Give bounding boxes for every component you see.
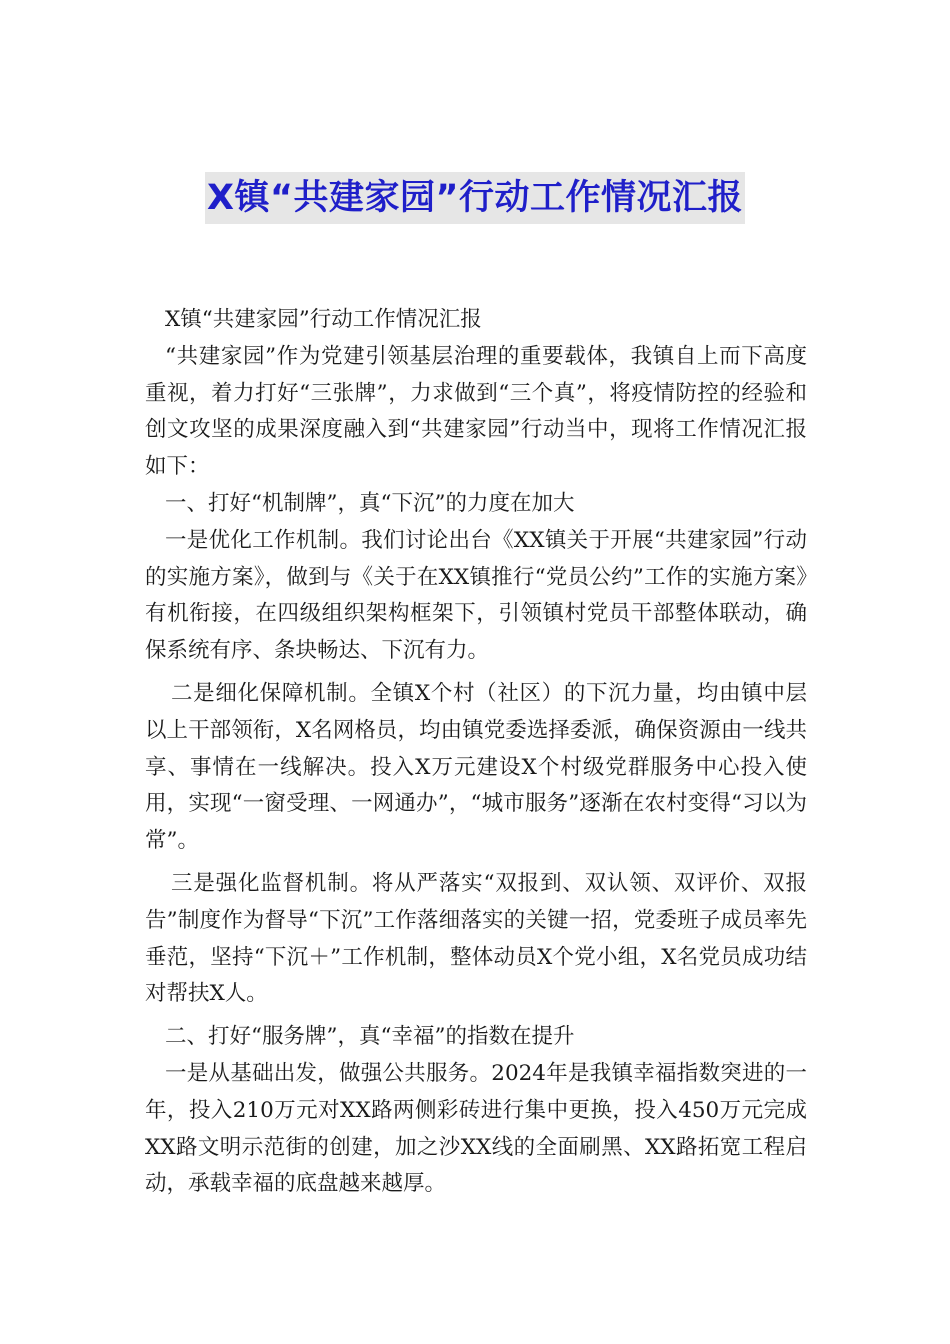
paragraph-subtitle: X镇“共建家园”行动工作情况汇报 — [165, 307, 482, 332]
paragraph-1-3: 三是强化监督机制。将从严落实“双报到、双认领、双评价、双报告”制度作为督导“下沉”工作落细落实的关键一招，党委班子成员率先垂范，坚持“下沉＋”工作机制，整体动员X个党小组，X名党员成功结对帮扶X人。 — [145, 870, 807, 1007]
section-heading-2: 二、打好“服务牌”，真“幸福”的指数在提升 — [165, 1024, 575, 1050]
title-wrap — [0, 172, 950, 224]
section-heading-1: 一、打好“机制牌”，真“下沉”的力度在加大 — [165, 490, 575, 516]
paragraph-2-1: 一是从基础出发，做强公共服务。2024年是我镇幸福指数突进的一年，投入210万元对XX路两侧彩砖进行集中更换，投入450万元完成XX路文明示范街的创建，加之沙XX线的全面刷黑、XX路拓宽工程启动，承载幸福的底盘越来越厚。 — [145, 1060, 807, 1197]
paragraph-intro: “共建家园”作为党建引领基层治理的重要载体，我镇自上而下高度重视，着力打好“三张牌”，力求做到“三个真”，将疫情防控的经验和创文攻坚的成果深度融入到“共建家园”行动当中，现将工作情况汇报如下： — [145, 343, 808, 480]
document-body — [145, 302, 807, 1203]
document-title: X镇“共建家园”行动工作情况汇报 — [205, 172, 745, 224]
paragraph-1-1: 一是优化工作机制。我们讨论出台《XX镇关于开展“共建家园”行动的实施方案》，做到与《关于在XX镇推行“党员公约”工作的实施方案》有机衔接，在四级组织架构框架下，引领镇村党员干部整体联动，确保系统有序、条块畅达、下沉有力。 — [145, 527, 807, 664]
paragraph-1-2: 二是细化保障机制。全镇X个村（社区）的下沉力量，均由镇中层以上干部领衔，X名网格员，均由镇党委选择委派，确保资源由一线共享、事情在一线解决。投入X万元建设X个村级党群服务中心投入使用，实现“一窗受理、一网通办”，“城市服务”逐渐在农村变得“习以为常”。 — [145, 680, 807, 854]
